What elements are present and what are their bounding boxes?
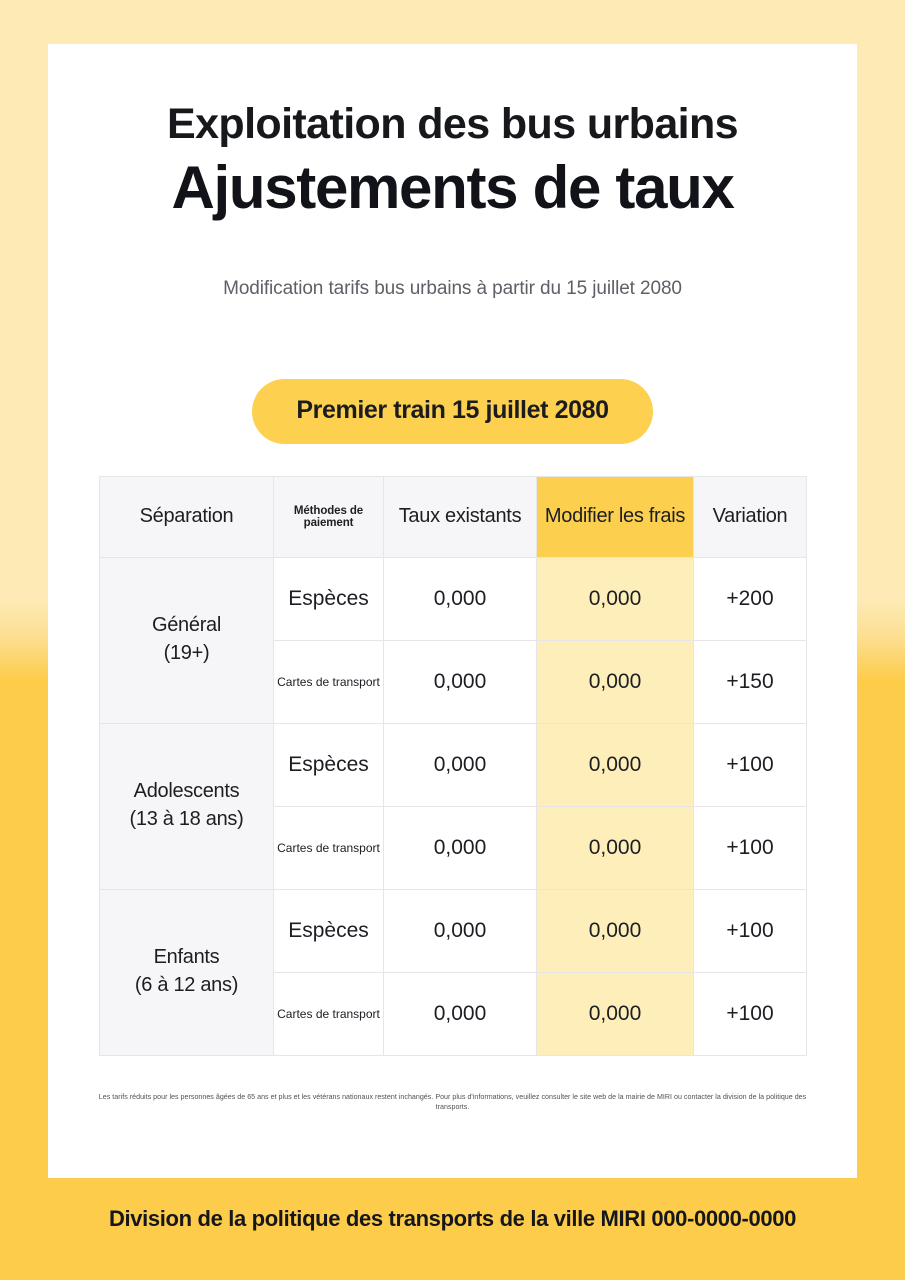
table-body	[100, 557, 807, 1055]
existing-rate-cell: 0,000	[384, 972, 537, 1055]
table-row	[100, 723, 807, 806]
variation-cell: +100	[694, 723, 807, 806]
variation-cell: +100	[694, 972, 807, 1055]
group-label-line2: (19+)	[163, 642, 210, 665]
content-card	[48, 44, 857, 1178]
table-row	[100, 889, 807, 972]
column-header-separation: Séparation	[100, 476, 274, 557]
variation-cell: +100	[694, 806, 807, 889]
group-label-general	[100, 557, 274, 723]
group-label-line2: (6 à 12 ans)	[134, 974, 239, 997]
variation-cell: +150	[694, 640, 807, 723]
column-header-variation: Variation	[694, 476, 807, 557]
existing-rate-cell: 0,000	[384, 889, 537, 972]
group-label-line1: Enfants	[153, 946, 220, 969]
modified-fee-cell: 0,000	[537, 640, 694, 723]
table-header-row	[100, 476, 807, 557]
modified-fee-cell: 0,000	[537, 972, 694, 1055]
modified-fee-cell: 0,000	[537, 723, 694, 806]
column-header-payment-methods: Méthodes de paiement	[274, 476, 384, 557]
group-label-adolescents	[100, 723, 274, 889]
bottom-banner: Division de la politique des transports de la ville MIRI 000-0000-0000	[108, 1206, 797, 1231]
table-header	[100, 476, 807, 557]
payment-method-cell: Cartes de transport	[274, 640, 384, 723]
footnote-text: Les tarifs réduits pour les personnes âgées de 65 ans et plus et les vétérans nationaux restent inchangés. Pour plus d'informations, veuillez consulter le site web de la mairie de MIRI ou contacter la division de la politique des transports.	[98, 1092, 807, 1111]
modified-fee-cell: 0,000	[537, 557, 694, 640]
payment-method-cell: Espèces	[274, 557, 384, 640]
group-label-enfants	[100, 889, 274, 1055]
column-header-modified-fees: Modifier les frais	[537, 476, 694, 557]
group-label-line1: Général	[151, 614, 222, 637]
fare-table	[99, 476, 807, 1056]
existing-rate-cell: 0,000	[384, 806, 537, 889]
page-title-secondary: Ajustements de taux	[171, 154, 734, 222]
payment-method-cell: Cartes de transport	[274, 806, 384, 889]
existing-rate-cell: 0,000	[384, 723, 537, 806]
existing-rate-cell: 0,000	[384, 640, 537, 723]
variation-cell: +200	[694, 557, 807, 640]
modified-fee-cell: 0,000	[537, 889, 694, 972]
group-label-line1: Adolescents	[133, 780, 240, 803]
variation-cell: +100	[694, 889, 807, 972]
badge-container	[48, 379, 857, 444]
page-title-primary: Exploitation des bus urbains	[167, 100, 738, 148]
heading-block	[48, 44, 857, 300]
table-row	[100, 557, 807, 640]
payment-method-cell: Cartes de transport	[274, 972, 384, 1055]
fare-table-container	[99, 476, 806, 1056]
payment-method-cell: Espèces	[274, 889, 384, 972]
payment-method-cell: Espèces	[274, 723, 384, 806]
column-header-existing-rates: Taux existants	[384, 476, 537, 557]
existing-rate-cell: 0,000	[384, 557, 537, 640]
group-label-line2: (13 à 18 ans)	[129, 808, 244, 831]
effective-date-badge[interactable]: Premier train 15 juillet 2080	[252, 379, 652, 444]
modified-fee-cell: 0,000	[537, 806, 694, 889]
page-subtitle: Modification tarifs bus urbains à partir du 15 juillet 2080	[223, 277, 682, 299]
